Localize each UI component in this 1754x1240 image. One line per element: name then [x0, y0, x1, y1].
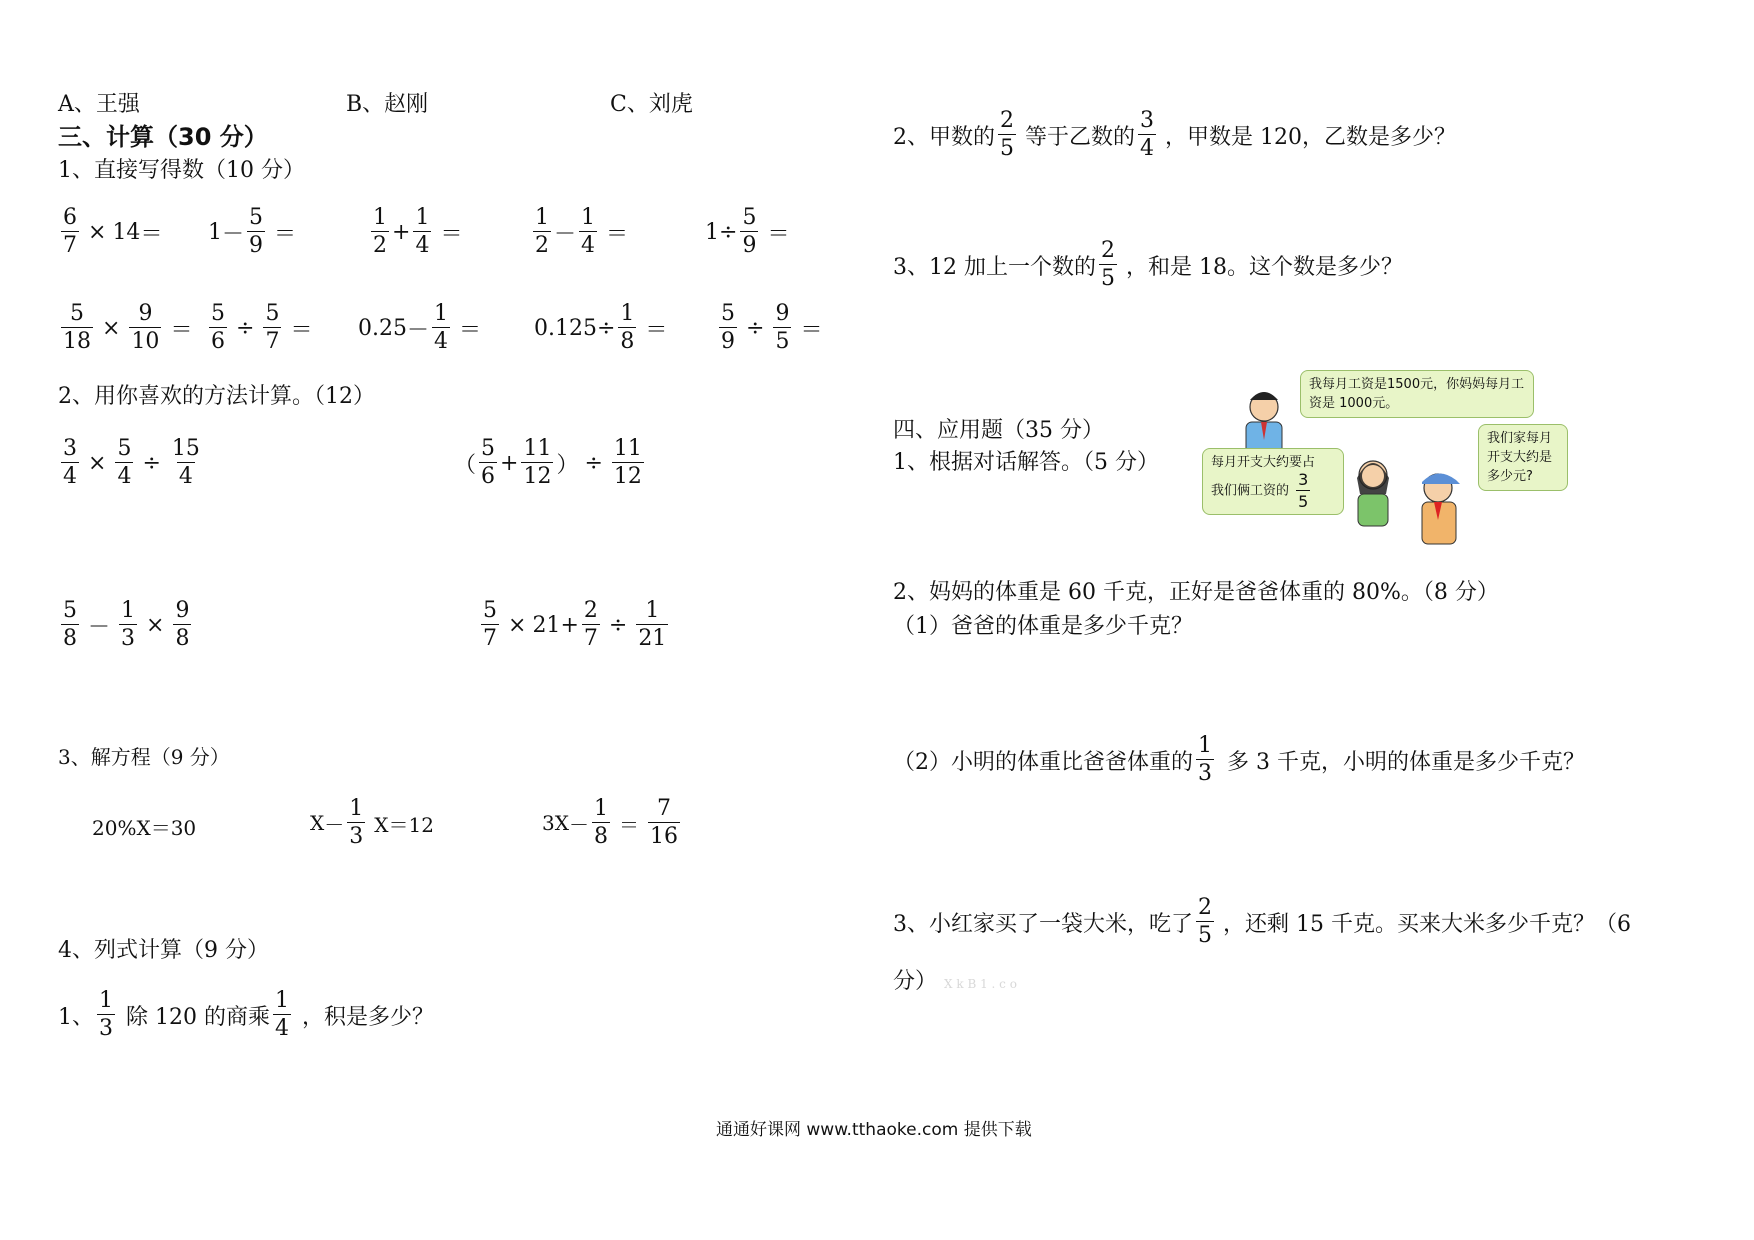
calc-r1-3: 1 2 + $\frac{1}{4}$ ＝ [373, 205, 463, 258]
r-q3b-cont: 分） X k B 1 . c o [893, 969, 1017, 994]
q2-title: 2、用你喜欢的方法计算。（12） [58, 384, 375, 409]
calc-r2-2: $\frac{5}{6}$ ÷ $\frac{5}{7}$ ＝ [211, 301, 313, 354]
q3-title: 3、解方程（9 分） [58, 745, 230, 769]
equation-3: 3X － 1 8 ＝ 7 16 [542, 796, 678, 849]
equation-2: X － 1 3 X＝12 [310, 796, 434, 849]
choice-c: C、刘虎 [610, 92, 693, 117]
r-q2: 2、甲数的 2 5 等于乙数的 3 4 ，甲数是 120，乙数是多少？ [893, 108, 1457, 161]
choice-a: A、王强 [58, 92, 140, 117]
calc-r2-1: $\frac{5}{18}$ × $\frac{9}{10}$ ＝ [63, 301, 193, 354]
r-q2b-sub1: （1）爸爸的体重是多少千克？ [893, 614, 1193, 639]
q1-title: 1、直接写得数（10 分） [58, 158, 305, 183]
calc-method-2: （ 5 6 + $\frac{11}{12}$ ） ÷ $\frac{11}{12}$ [454, 436, 642, 489]
calc-method-4: $\frac{5}{7}$ × 21 + $\frac{2}{7}$ ÷ $\frac{1}{21}$ [483, 598, 667, 651]
calc-r1-4: 1 2 － 1 4 ＝ [535, 205, 629, 258]
choice-b: B、赵刚 [346, 92, 429, 117]
q4-1: 1、 1 3 除 120 的商乘 1 4 ，积是多少？ [58, 988, 434, 1041]
calc-r2-4: 0.125 ÷ $\frac{1}{8}$ ＝ [534, 301, 668, 354]
sec4-q1: 1、根据对话解答。（5 分） [893, 450, 1159, 475]
section-3-title: 三、计算（30 分） [58, 123, 268, 151]
speech-bubble-father: 我每月工资是1500元，你妈妈每月工资是 1000元。 [1300, 370, 1534, 418]
speech-bubble-boy: 我们家每月开支大约是多少元? [1478, 424, 1568, 491]
section-4-title: 四、应用题（35 分） [893, 418, 1104, 443]
calc-method-3: 5 8 － $\frac{1}{3}$ × $\frac{9}{8}$ [63, 598, 190, 651]
calc-r1-2: 1 － 5 9 ＝ [208, 205, 297, 258]
calc-r1-5: 1 ÷ $\frac{5}{9}$ ＝ [705, 205, 790, 258]
watermark: X k B 1 . c o [944, 977, 1017, 991]
calc-method-1: $\frac{3}{4}$ × $\frac{5}{4}$ ÷ $\frac{15}{4}$ [63, 436, 200, 489]
equation-1: 20%X＝30 [92, 816, 197, 840]
calc-r2-3: 0.25 － 1 4 ＝ [358, 301, 482, 354]
r-q2b-title: 2、妈妈的体重是 60 千克，正好是爸爸体重的 80%。（8 分） [893, 580, 1499, 605]
calc-r2-5: $\frac{5}{9}$ ÷ $\frac{9}{5}$ ＝ [721, 301, 823, 354]
speech-bubble-girl: 每月开支大约要占 我们俩工资的 $\frac{3}{5}$ [1202, 448, 1344, 515]
dialogue-illustration [1210, 370, 1610, 550]
r-q3: 3、12 加上一个数的 2 5 ，和是 18。这个数是多少？ [893, 238, 1403, 291]
calc-r1-1: $\frac{6}{7}$ × 14 ＝ [63, 205, 163, 258]
q4-title: 4、列式计算（9 分） [58, 938, 269, 963]
r-q2b-sub2: （2）小明的体重比爸爸体重的 1 3 多 3 千克，小明的体重是多少千克？ [893, 733, 1585, 786]
footer-credit: 通通好课网 www.tthaoke.com 提供下载 [716, 1120, 1032, 1140]
r-q3b: 3、小红家买了一袋大米，吃了 2 5 ，还剩 15 千克。买来大米多少千克？（6 [893, 895, 1631, 948]
